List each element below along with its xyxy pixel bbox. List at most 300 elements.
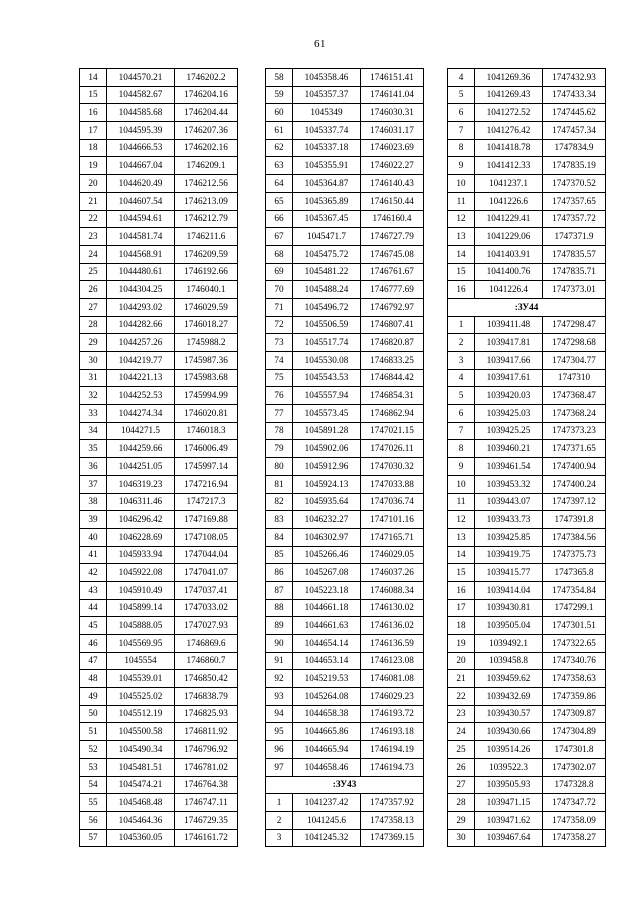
table-row (448, 316, 606, 334)
x-coordinate-cell: 1044271.5 (107, 422, 175, 440)
point-number-cell: 64 (266, 175, 293, 193)
y-coordinate-cell: 1746136.59 (361, 635, 424, 653)
x-coordinate-cell: 1039522.3 (475, 758, 543, 776)
y-coordinate-cell: 1747358.63 (543, 670, 606, 688)
table-row (448, 405, 606, 423)
point-number-cell: 82 (266, 493, 293, 511)
y-coordinate-cell: 1747365.8 (543, 564, 606, 582)
y-coordinate-cell: 1746850.42 (175, 670, 238, 688)
table-row (448, 422, 606, 440)
table-row (80, 493, 238, 511)
table-row (448, 511, 606, 529)
table-row (80, 776, 238, 794)
x-coordinate-cell: 1045569.95 (107, 635, 175, 653)
table-row (266, 69, 424, 87)
y-coordinate-cell: 1746193.18 (361, 723, 424, 741)
y-coordinate-cell: 1746825.93 (175, 705, 238, 723)
point-number-cell: 14 (448, 546, 475, 564)
x-coordinate-cell: 1044654.14 (293, 635, 361, 653)
x-coordinate-cell: 1039425.03 (475, 405, 543, 423)
x-coordinate-cell: 1041245.32 (293, 829, 361, 847)
point-number-cell: 57 (80, 829, 107, 847)
x-coordinate-cell: 1045539.01 (107, 670, 175, 688)
table-row (448, 688, 606, 706)
x-coordinate-cell: 1039505.04 (475, 617, 543, 635)
y-coordinate-cell: 1747835.19 (543, 157, 606, 175)
x-coordinate-cell: 1039433.73 (475, 511, 543, 529)
y-coordinate-cell: 1746862.94 (361, 405, 424, 423)
table-row (448, 705, 606, 723)
table-row (448, 528, 606, 546)
y-coordinate-cell: 1747373.23 (543, 422, 606, 440)
point-number-cell: 1 (266, 794, 293, 812)
table-row (80, 670, 238, 688)
table-row (266, 599, 424, 617)
table-row (448, 86, 606, 104)
point-number-cell: 8 (448, 440, 475, 458)
point-number-cell: 83 (266, 511, 293, 529)
table-row (80, 688, 238, 706)
point-number-cell: 4 (448, 69, 475, 87)
table-row (448, 334, 606, 352)
y-coordinate-cell: 1747358.27 (543, 829, 606, 847)
point-number-cell: 89 (266, 617, 293, 635)
table-row (448, 387, 606, 405)
point-number-cell: 20 (80, 175, 107, 193)
table-row (80, 581, 238, 599)
point-number-cell: 24 (80, 245, 107, 263)
point-number-cell: 7 (448, 422, 475, 440)
x-coordinate-cell: 1044665.86 (293, 723, 361, 741)
y-coordinate-cell: 1746040.1 (175, 281, 238, 299)
y-coordinate-cell: 1747400.24 (543, 475, 606, 493)
table-row (266, 263, 424, 281)
point-number-cell: 12 (448, 511, 475, 529)
y-coordinate-cell: 1746212.79 (175, 210, 238, 228)
x-coordinate-cell: 1044582.67 (107, 86, 175, 104)
coordinates-table-right (447, 68, 606, 847)
y-coordinate-cell: 1746029.23 (361, 688, 424, 706)
point-number-cell: 85 (266, 546, 293, 564)
point-number-cell: 21 (80, 192, 107, 210)
table-row (448, 581, 606, 599)
point-number-cell: 27 (448, 776, 475, 794)
table-row (448, 352, 606, 370)
table-row (448, 122, 606, 140)
table-row (266, 405, 424, 423)
y-coordinate-cell: 1747298.47 (543, 316, 606, 334)
coordinates-table-left (79, 68, 238, 847)
point-number-cell: 97 (266, 758, 293, 776)
table-row (80, 758, 238, 776)
table-row (448, 758, 606, 776)
x-coordinate-cell: 1044658.46 (293, 758, 361, 776)
table-row (80, 139, 238, 157)
point-number-cell: 15 (448, 263, 475, 281)
x-coordinate-cell: 1046311.46 (107, 493, 175, 511)
x-coordinate-cell: 1045267.08 (293, 564, 361, 582)
point-number-cell: 31 (80, 369, 107, 387)
y-coordinate-cell: 1746854.31 (361, 387, 424, 405)
table-row (266, 122, 424, 140)
x-coordinate-cell: 1046232.27 (293, 511, 361, 529)
table-row (448, 369, 606, 387)
x-coordinate-cell: 1045912.96 (293, 458, 361, 476)
x-coordinate-cell: 1039492.1 (475, 635, 543, 653)
point-number-cell: 5 (448, 86, 475, 104)
y-coordinate-cell: 1746160.4 (361, 210, 424, 228)
y-coordinate-cell: 1746207.36 (175, 122, 238, 140)
x-coordinate-cell: 1039414.04 (475, 581, 543, 599)
table-row (448, 811, 606, 829)
point-number-cell: 7 (448, 122, 475, 140)
x-coordinate-cell: 1041418.78 (475, 139, 543, 157)
table-row (80, 245, 238, 263)
y-coordinate-cell: 1746202.16 (175, 139, 238, 157)
x-coordinate-cell: 1044293.02 (107, 298, 175, 316)
x-coordinate-cell: 1039432.69 (475, 688, 543, 706)
table-row (448, 175, 606, 193)
y-coordinate-cell: 1746150.44 (361, 192, 424, 210)
x-coordinate-cell: 1044594.61 (107, 210, 175, 228)
table-row (448, 228, 606, 246)
y-coordinate-cell: 1747037.41 (175, 581, 238, 599)
x-coordinate-cell: 1045264.08 (293, 688, 361, 706)
point-number-cell: 47 (80, 652, 107, 670)
point-number-cell: 73 (266, 334, 293, 352)
x-coordinate-cell: 1044251.05 (107, 458, 175, 476)
x-coordinate-cell: 1045910.49 (107, 581, 175, 599)
y-coordinate-cell: 1747301.51 (543, 617, 606, 635)
y-coordinate-cell: 1746761.67 (361, 263, 424, 281)
x-coordinate-cell: 1044568.91 (107, 245, 175, 263)
point-number-cell: 4 (448, 369, 475, 387)
table-row (80, 157, 238, 175)
point-number-cell: 5 (448, 387, 475, 405)
x-coordinate-cell: 1045475.72 (293, 245, 361, 263)
table-row (80, 69, 238, 87)
point-number-cell: 22 (448, 688, 475, 706)
x-coordinate-cell: 1039425.85 (475, 528, 543, 546)
table-row (266, 369, 424, 387)
point-number-cell: 28 (80, 316, 107, 334)
point-number-cell: 26 (448, 758, 475, 776)
point-number-cell: 76 (266, 387, 293, 405)
x-coordinate-cell: 1041237.42 (293, 794, 361, 812)
x-coordinate-cell: 1044274.34 (107, 405, 175, 423)
x-coordinate-cell: 1045891.28 (293, 422, 361, 440)
point-number-cell: 75 (266, 369, 293, 387)
table-row (80, 175, 238, 193)
x-coordinate-cell: 1039471.62 (475, 811, 543, 829)
y-coordinate-cell: 1746209.59 (175, 245, 238, 263)
point-number-cell: 6 (448, 104, 475, 122)
y-coordinate-cell: 1747165.71 (361, 528, 424, 546)
x-coordinate-cell: 1041245.6 (293, 811, 361, 829)
y-coordinate-cell: 1746820.87 (361, 334, 424, 352)
y-coordinate-cell: 1746869.6 (175, 635, 238, 653)
table-row (448, 104, 606, 122)
point-number-cell: 15 (448, 564, 475, 582)
x-coordinate-cell: 1039443.07 (475, 493, 543, 511)
x-coordinate-cell: 1044259.66 (107, 440, 175, 458)
y-coordinate-cell: 1747301.8 (543, 741, 606, 759)
y-coordinate-cell: 1746123.08 (361, 652, 424, 670)
table-row (266, 581, 424, 599)
point-number-cell: 88 (266, 599, 293, 617)
point-number-cell: 21 (448, 670, 475, 688)
x-coordinate-cell: 1045481.22 (293, 263, 361, 281)
section-header-row (266, 776, 424, 794)
y-coordinate-cell: 1746838.79 (175, 688, 238, 706)
table-row (448, 546, 606, 564)
point-number-cell: 60 (266, 104, 293, 122)
x-coordinate-cell: 1046319.23 (107, 475, 175, 493)
y-coordinate-cell: 1747432.93 (543, 69, 606, 87)
table-row (266, 811, 424, 829)
table-row (448, 245, 606, 263)
y-coordinate-cell: 1746018.27 (175, 316, 238, 334)
point-number-cell: 9 (448, 458, 475, 476)
table-row (266, 210, 424, 228)
point-number-cell: 1 (448, 316, 475, 334)
point-number-cell: 36 (80, 458, 107, 476)
x-coordinate-cell: 1039417.81 (475, 334, 543, 352)
table-row (266, 670, 424, 688)
y-coordinate-cell: 1746202.2 (175, 69, 238, 87)
point-number-cell: 9 (448, 157, 475, 175)
y-coordinate-cell: 1747328.8 (543, 776, 606, 794)
point-number-cell: 32 (80, 387, 107, 405)
point-number-cell: 48 (80, 670, 107, 688)
x-coordinate-cell: 1039505.93 (475, 776, 543, 794)
table-row (448, 652, 606, 670)
y-coordinate-cell: 1747021.15 (361, 422, 424, 440)
point-number-cell: 2 (448, 334, 475, 352)
x-coordinate-cell: 1045468.48 (107, 794, 175, 812)
y-coordinate-cell: 1747041.07 (175, 564, 238, 582)
x-coordinate-cell: 1045357.37 (293, 86, 361, 104)
x-coordinate-cell: 1041226.4 (475, 281, 543, 299)
point-number-cell: 69 (266, 263, 293, 281)
x-coordinate-cell: 1045365.89 (293, 192, 361, 210)
table-row (448, 794, 606, 812)
point-number-cell: 23 (448, 705, 475, 723)
y-coordinate-cell: 1746006.49 (175, 440, 238, 458)
table-row (266, 192, 424, 210)
y-coordinate-cell: 1747340.76 (543, 652, 606, 670)
point-number-cell: 41 (80, 546, 107, 564)
point-number-cell: 71 (266, 298, 293, 316)
table-row (80, 635, 238, 653)
table-row (266, 334, 424, 352)
point-number-cell: 86 (266, 564, 293, 582)
table-row (80, 422, 238, 440)
y-coordinate-cell: 1746029.05 (361, 546, 424, 564)
point-number-cell: 25 (80, 263, 107, 281)
table-row (448, 475, 606, 493)
x-coordinate-cell: 1044581.74 (107, 228, 175, 246)
point-number-cell: 30 (80, 352, 107, 370)
y-coordinate-cell: 1747835.71 (543, 263, 606, 281)
table-row (448, 440, 606, 458)
point-number-cell: 55 (80, 794, 107, 812)
x-coordinate-cell: 1044570.21 (107, 69, 175, 87)
point-number-cell: 65 (266, 192, 293, 210)
table-row (80, 475, 238, 493)
y-coordinate-cell: 1747357.65 (543, 192, 606, 210)
x-coordinate-cell: 1044221.13 (107, 369, 175, 387)
x-coordinate-cell: 1045337.18 (293, 139, 361, 157)
table-row (266, 298, 424, 316)
table-row (266, 758, 424, 776)
y-coordinate-cell: 1747368.24 (543, 405, 606, 423)
x-coordinate-cell: 1039514.26 (475, 741, 543, 759)
table-row (80, 440, 238, 458)
x-coordinate-cell: 1039453.32 (475, 475, 543, 493)
point-number-cell: 43 (80, 581, 107, 599)
y-coordinate-cell: 1747030.32 (361, 458, 424, 476)
page-number: 61 (314, 38, 326, 50)
coordinates-table-middle (265, 68, 424, 847)
point-number-cell: 29 (448, 811, 475, 829)
table-row (448, 458, 606, 476)
table-row (448, 192, 606, 210)
x-coordinate-cell: 1041403.91 (475, 245, 543, 263)
y-coordinate-cell: 1746209.1 (175, 157, 238, 175)
x-coordinate-cell: 1045496.72 (293, 298, 361, 316)
table-row (448, 776, 606, 794)
x-coordinate-cell: 1045266.46 (293, 546, 361, 564)
y-coordinate-cell: 1746811.92 (175, 723, 238, 741)
y-coordinate-cell: 1747108.05 (175, 528, 238, 546)
x-coordinate-cell: 1044282.66 (107, 316, 175, 334)
y-coordinate-cell: 1747371.9 (543, 228, 606, 246)
table-row (266, 528, 424, 546)
point-number-cell: 59 (266, 86, 293, 104)
y-coordinate-cell: 1746792.97 (361, 298, 424, 316)
table-row (80, 263, 238, 281)
y-coordinate-cell: 1747304.89 (543, 723, 606, 741)
table-row (448, 139, 606, 157)
table-row (448, 829, 606, 847)
table-row (266, 387, 424, 405)
x-coordinate-cell: 1045899.14 (107, 599, 175, 617)
x-coordinate-cell: 1039459.62 (475, 670, 543, 688)
x-coordinate-cell: 1044661.18 (293, 599, 361, 617)
x-coordinate-cell: 1041400.76 (475, 263, 543, 281)
table-row (448, 617, 606, 635)
y-coordinate-cell: 1747027.93 (175, 617, 238, 635)
point-number-cell: 38 (80, 493, 107, 511)
y-coordinate-cell: 1747216.94 (175, 475, 238, 493)
y-coordinate-cell: 1747370.52 (543, 175, 606, 193)
y-coordinate-cell: 1746204.16 (175, 86, 238, 104)
x-coordinate-cell: 1041276.42 (475, 122, 543, 140)
x-coordinate-cell: 1045924.13 (293, 475, 361, 493)
x-coordinate-cell: 1044620.49 (107, 175, 175, 193)
x-coordinate-cell: 1044665.94 (293, 741, 361, 759)
table-row (448, 635, 606, 653)
y-coordinate-cell: 1746833.25 (361, 352, 424, 370)
x-coordinate-cell: 1045488.24 (293, 281, 361, 299)
point-number-cell: 11 (448, 493, 475, 511)
point-number-cell: 14 (80, 69, 107, 87)
y-coordinate-cell: 1747358.09 (543, 811, 606, 829)
y-coordinate-cell: 1747368.47 (543, 387, 606, 405)
table-row (266, 493, 424, 511)
table-row (80, 564, 238, 582)
point-number-cell: 95 (266, 723, 293, 741)
y-coordinate-cell: 1747217.3 (175, 493, 238, 511)
table-row (80, 652, 238, 670)
point-number-cell: 17 (448, 599, 475, 617)
point-number-cell: 45 (80, 617, 107, 635)
table-row (266, 458, 424, 476)
x-coordinate-cell: 1045481.51 (107, 758, 175, 776)
y-coordinate-cell: 1746194.73 (361, 758, 424, 776)
x-coordinate-cell: 1039458.8 (475, 652, 543, 670)
y-coordinate-cell: 1746729.35 (175, 811, 238, 829)
point-number-cell: 6 (448, 405, 475, 423)
x-coordinate-cell: 1044607.54 (107, 192, 175, 210)
point-number-cell: 37 (80, 475, 107, 493)
point-number-cell: 42 (80, 564, 107, 582)
point-number-cell: 46 (80, 635, 107, 653)
y-coordinate-cell: 1745988.2 (175, 334, 238, 352)
table-row (448, 157, 606, 175)
x-coordinate-cell: 1045464.36 (107, 811, 175, 829)
point-number-cell: 72 (266, 316, 293, 334)
point-number-cell: 15 (80, 86, 107, 104)
table-row (80, 829, 238, 847)
table-row (80, 546, 238, 564)
point-number-cell: 25 (448, 741, 475, 759)
point-number-cell: 18 (80, 139, 107, 157)
point-number-cell: 19 (80, 157, 107, 175)
point-number-cell: 10 (448, 475, 475, 493)
table-row (448, 564, 606, 582)
y-coordinate-cell: 1746745.08 (361, 245, 424, 263)
table-row (266, 564, 424, 582)
y-coordinate-cell: 1747033.88 (361, 475, 424, 493)
x-coordinate-cell: 1039417.66 (475, 352, 543, 370)
y-coordinate-cell: 1746764.38 (175, 776, 238, 794)
point-number-cell: 68 (266, 245, 293, 263)
point-number-cell: 11 (448, 192, 475, 210)
table-row (266, 635, 424, 653)
y-coordinate-cell: 1746081.08 (361, 670, 424, 688)
y-coordinate-cell: 1746141.04 (361, 86, 424, 104)
section-header: :ЗУ44 (448, 298, 606, 316)
y-coordinate-cell: 1746029.59 (175, 298, 238, 316)
table-row (80, 387, 238, 405)
x-coordinate-cell: 1039461.54 (475, 458, 543, 476)
x-coordinate-cell: 1045557.94 (293, 387, 361, 405)
x-coordinate-cell: 1045358.46 (293, 69, 361, 87)
x-coordinate-cell: 1045922.08 (107, 564, 175, 582)
table-row (448, 670, 606, 688)
point-number-cell: 19 (448, 635, 475, 653)
point-number-cell: 13 (448, 528, 475, 546)
table-row (266, 546, 424, 564)
y-coordinate-cell: 1747169.88 (175, 511, 238, 529)
x-coordinate-cell: 1039460.21 (475, 440, 543, 458)
point-number-cell: 39 (80, 511, 107, 529)
y-coordinate-cell: 1747384.56 (543, 528, 606, 546)
y-coordinate-cell: 1747373.01 (543, 281, 606, 299)
y-coordinate-cell: 1747302.07 (543, 758, 606, 776)
